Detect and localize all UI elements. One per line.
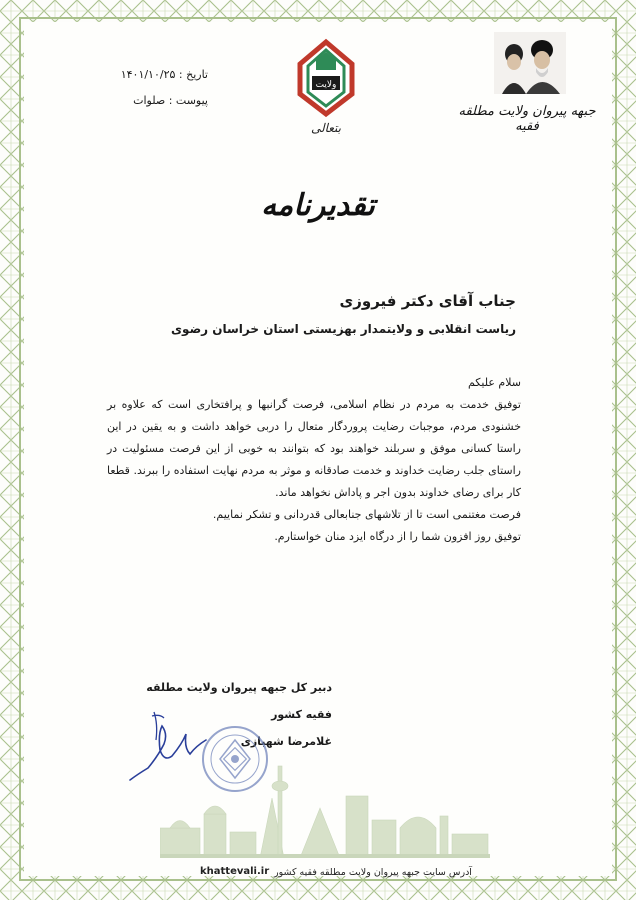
city-skyline-illustration [160, 758, 490, 858]
paragraph-2: فرصت مغتنمی است تا از تلاشهای جنابعالی قدردانی و تشکر نماییم. [212, 508, 521, 521]
greeting: سلام علیکم [467, 376, 521, 389]
date-attachment-block [112, 62, 208, 114]
date-line: تاریخ : ۱۴۰۱/۱۰/۲۵ [120, 68, 208, 81]
recipient-role: ریاست انقلابی و ولایتمدار بهزیستی استان خراسان رضوی [171, 322, 516, 336]
leaders-portrait-image [494, 32, 566, 94]
logo-lettering: ولایت [315, 80, 337, 90]
paragraph-1: توفیق خدمت به مردم در نظام اسلامی، فرصت گرانبها و پرافتخاری است که علاوه بر خشنودی مردم، موجبات رضایت پروردگار متعال را دربی خواهد داشت و به یقین در این راستا کسانی موفق و سربلند خواهند بود که بتوانند به خوبی از این فرصت مسئولیت در راستای جلب رضایت خداوند و خدمت صادقانه و موثر به مردم نهایت استفاده را ببرند. قطعا کار برای رضای خداوند بدون اجر و پاداش نخواهد ماند. [107, 398, 521, 499]
footer-website-url: khattevali.ir [200, 866, 270, 877]
signer-title: دبیر کل جبهه پیروان ولایت مطلقه فقیه کشور [146, 681, 332, 721]
velayat-logo [286, 36, 366, 136]
recipient-name: جناب آقای دکتر فیروزی [339, 292, 516, 310]
letter-body [107, 372, 521, 548]
footer-address-label: آدرس سایت جبهه پیروان ولایت مطلقه فقیه کشور [274, 867, 472, 878]
attachment-line: پیوست : صلوات [133, 94, 208, 107]
recipient-block [120, 288, 516, 344]
paragraph-3: توفیق روز افزون شما را از درگاه ایزد منان خواستارم. [274, 530, 521, 543]
organization-name: جبهه پیروان ولایت مطلقه فقیه [458, 104, 596, 134]
logo-motto: بتعالی [310, 121, 342, 135]
signer-name: غلامرضا شهبازی [240, 735, 332, 748]
document-title: تقدیرنامه [261, 188, 375, 223]
